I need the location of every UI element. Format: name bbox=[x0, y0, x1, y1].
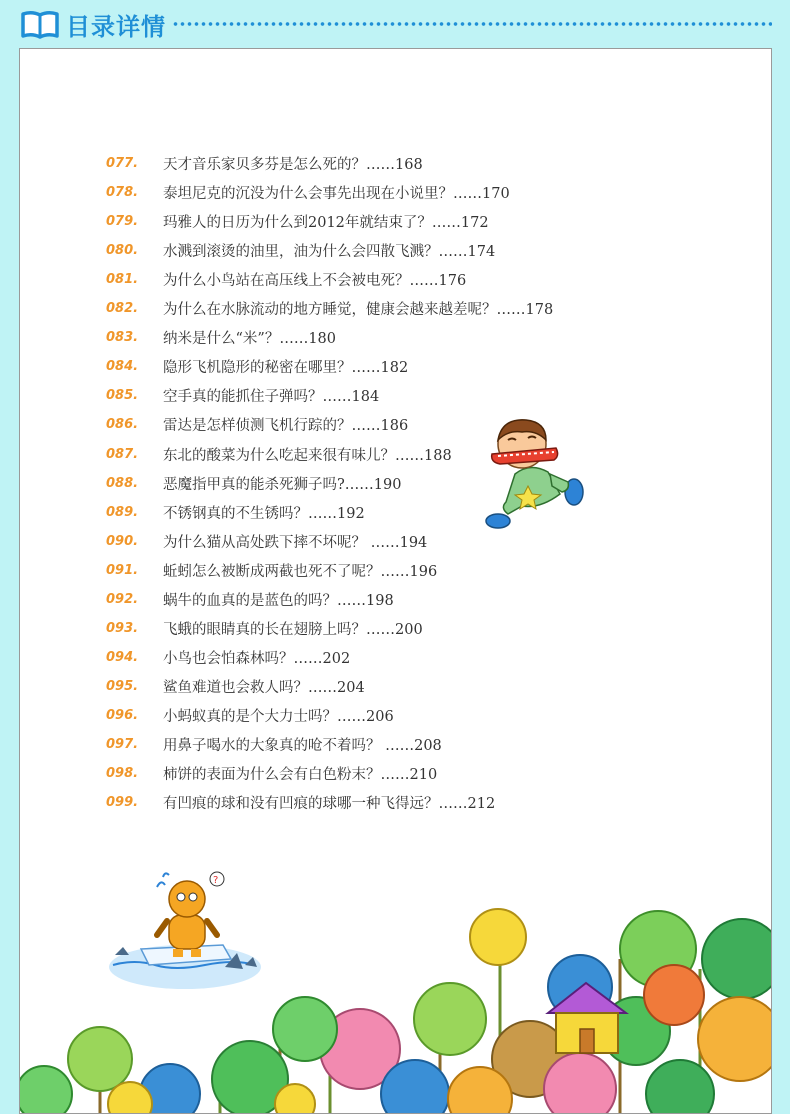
toc-entry[interactable] bbox=[20, 643, 771, 672]
toc-entry-title: 蜗牛的血真的是蓝色的吗？……198 bbox=[163, 592, 394, 609]
toc-entry-title: 水溅到滚烫的油里，油为什么会四散飞溅？……174 bbox=[163, 244, 496, 261]
toc-entry[interactable] bbox=[20, 178, 771, 207]
toc-entry-title: 隐形飞机隐形的秘密在哪里？……182 bbox=[163, 360, 409, 377]
toc-entry-number: 080. bbox=[106, 243, 139, 259]
toc-entry-page: 182 bbox=[380, 360, 409, 377]
toc-entry-page: 174 bbox=[467, 244, 496, 261]
toc-entry-number: 088. bbox=[106, 475, 139, 491]
toc-entry-title: 蚯蚓怎么被断成两截也死不了呢？……196 bbox=[163, 563, 438, 580]
toc-entry-number: 083. bbox=[106, 330, 139, 346]
toc-entry-number: 097. bbox=[106, 737, 139, 752]
open-book-icon bbox=[20, 10, 60, 40]
toc-entry-number: 086. bbox=[106, 417, 139, 433]
toc-entry-page: 196 bbox=[409, 563, 438, 580]
toc-entry-number: 093. bbox=[106, 620, 139, 636]
boy-eating-fish-illustration bbox=[470, 414, 600, 534]
toc-entry-title: 鲨鱼难道也会救人吗？……204 bbox=[163, 679, 365, 696]
toc-entry[interactable] bbox=[20, 527, 771, 556]
toc-entry-page: 210 bbox=[409, 767, 438, 784]
toc-entry-page: 186 bbox=[380, 418, 409, 435]
toc-entry-page: 194 bbox=[399, 534, 428, 551]
dotted-divider bbox=[172, 22, 772, 26]
toc-entry-number: 077. bbox=[106, 156, 139, 171]
toc-entry[interactable] bbox=[20, 265, 771, 294]
content-panel bbox=[19, 48, 772, 1114]
toc-entry[interactable] bbox=[20, 585, 771, 614]
toc-entry-number: 092. bbox=[106, 591, 139, 607]
toc-entry-title: 小蚂蚁真的是个大力士吗？……206 bbox=[163, 708, 394, 725]
toc-entry-number: 099. bbox=[106, 795, 139, 811]
toc-entry-page: 208 bbox=[414, 738, 442, 754]
toc-entry-number: 095. bbox=[106, 678, 139, 694]
toc-entry[interactable] bbox=[20, 759, 771, 788]
toc-entry[interactable] bbox=[20, 410, 771, 439]
toc-entry[interactable] bbox=[20, 323, 771, 352]
toc-entry-page: 170 bbox=[482, 186, 510, 203]
toc-entry-title: 纳米是什么“米”？……180 bbox=[163, 331, 337, 348]
toc-entry-page: 172 bbox=[460, 215, 489, 232]
toc-entry-title: 玛雅人的日历为什么到2012年就结束了？……172 bbox=[163, 215, 489, 232]
toc-entry-number: 091. bbox=[106, 562, 139, 578]
toc-entry-title: 为什么猫从高处跌下摔不坏呢？ ……194 bbox=[163, 534, 428, 551]
toc-entry-title: 有凹痕的球和没有凹痕的球哪一种飞得远？……212 bbox=[163, 796, 496, 813]
toc-entry-title: 飞蛾的眼睛真的长在翅膀上吗？……200 bbox=[163, 621, 423, 638]
toc-entry-number: 085. bbox=[106, 388, 139, 404]
toc-entry-page: 184 bbox=[351, 389, 380, 406]
toc-entry-page: 180 bbox=[308, 331, 337, 348]
toc-entry[interactable] bbox=[20, 469, 771, 498]
toc-entry-number: 084. bbox=[106, 359, 139, 375]
toc-entry-number: 096. bbox=[106, 707, 139, 723]
toc-entry-title: 泰坦尼克的沉没为什么会事先出现在小说里？……170 bbox=[163, 186, 510, 203]
toc-entry[interactable] bbox=[20, 672, 771, 701]
toc-entry-number: 078. bbox=[106, 185, 139, 201]
toc-entry[interactable] bbox=[20, 556, 771, 585]
toc-entry-number: 089. bbox=[106, 504, 139, 520]
toc-entry-page: 212 bbox=[467, 796, 496, 813]
toc-entry-number: 087. bbox=[106, 446, 139, 462]
toc-entry[interactable] bbox=[20, 614, 771, 643]
toc-entry-page: 192 bbox=[337, 505, 365, 522]
toc-entry-page: 188 bbox=[424, 447, 452, 464]
toc-entry-number: 098. bbox=[106, 766, 139, 782]
toc-entry[interactable] bbox=[20, 149, 771, 178]
toc-entry-title: 不锈钢真的不生锈吗？……192 bbox=[163, 505, 365, 522]
toc-entry-title: 雷达是怎样侦测飞机行踪的？……186 bbox=[163, 418, 409, 435]
toc-entry-page: 198 bbox=[366, 592, 394, 609]
toc-entry-title: 柿饼的表面为什么会有白色粉末？……210 bbox=[163, 767, 438, 784]
toc-entry-number: 082. bbox=[106, 301, 139, 317]
toc-entry-title: 小鸟也会怕森林吗？……202 bbox=[163, 650, 351, 667]
toc-entry-title: 恶魔指甲真的能杀死狮子吗?……190 bbox=[163, 476, 402, 493]
toc-entry[interactable] bbox=[20, 730, 771, 759]
toc-entry[interactable] bbox=[20, 381, 771, 410]
toc-entry-title: 用鼻子喝水的大象真的呛不着吗？ ……208 bbox=[163, 738, 442, 754]
toc-entry-page: 176 bbox=[438, 273, 467, 290]
toc-entry-number: 090. bbox=[106, 533, 139, 549]
toc-entry-number: 094. bbox=[106, 649, 139, 665]
toc-entry-page: 190 bbox=[373, 476, 402, 493]
toc-entry-page: 200 bbox=[395, 621, 423, 638]
toc-entry[interactable] bbox=[20, 498, 771, 527]
toc-entry[interactable] bbox=[20, 236, 771, 265]
toc-entry-page: 178 bbox=[525, 302, 554, 319]
toc-entry-page: 168 bbox=[395, 157, 423, 173]
toc-entry-number: 081. bbox=[106, 272, 139, 288]
page-title: 目录详情 bbox=[66, 13, 166, 41]
toc-entry-title: 为什么小鸟站在高压线上不会被电死？……176 bbox=[163, 273, 467, 290]
toc-entry[interactable] bbox=[20, 440, 771, 469]
toc-entry-number: 079. bbox=[106, 214, 139, 230]
toc-entry-title: 天才音乐家贝多芬是怎么死的？……168 bbox=[163, 157, 423, 173]
svg-text:?: ? bbox=[213, 875, 219, 886]
toc-entry[interactable] bbox=[20, 207, 771, 236]
toc-entry[interactable] bbox=[20, 294, 771, 323]
toc-entry[interactable] bbox=[20, 788, 771, 817]
toc-entry-title: 为什么在水脉流动的地方睡觉，健康会越来越差呢？……178 bbox=[163, 302, 554, 319]
toc-entry[interactable] bbox=[20, 701, 771, 730]
toc-entry-page: 202 bbox=[322, 650, 351, 667]
toc-entry-page: 204 bbox=[337, 679, 365, 696]
page-header bbox=[0, 0, 790, 48]
toc-entry-title: 东北的酸菜为什么吃起来很有味儿？……188 bbox=[163, 447, 452, 464]
toc-entry-title: 空手真的能抓住子弹吗？……184 bbox=[163, 389, 380, 406]
toc-entry-page: 206 bbox=[366, 708, 394, 725]
toc-entry[interactable] bbox=[20, 352, 771, 381]
colorful-trees-illustration bbox=[20, 879, 771, 1113]
